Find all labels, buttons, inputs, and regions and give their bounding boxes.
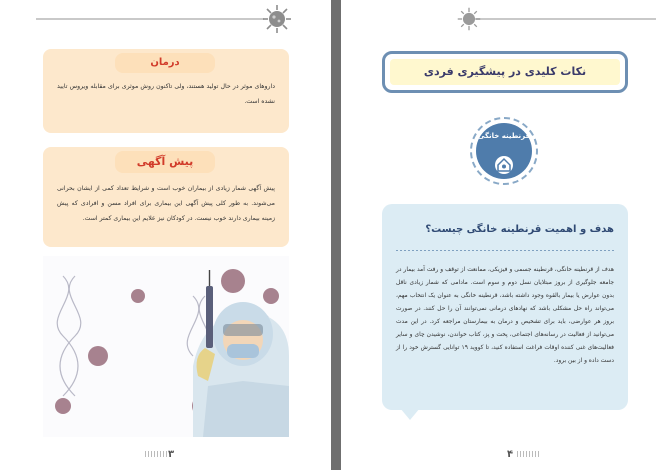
header-rule (36, 18, 264, 20)
page-number-right: ۴ (507, 449, 514, 460)
goal-title: هدف و اهمیت قرنطینه خانگی چیست؟ (425, 224, 614, 235)
treatment-text: داروهای موثر در حال تولید هستند، ولی تاکنون روش موثری برای مقابله ویروس تایید نشده است. (57, 83, 275, 105)
title-banner (382, 51, 628, 93)
prognosis-box (43, 147, 289, 247)
goal-box (382, 204, 628, 410)
badge-circle (476, 123, 532, 179)
goal-divider (396, 250, 614, 251)
home-icon (495, 156, 513, 174)
badge-label: قرنطینه خانگی (477, 132, 531, 140)
treatment-title: درمان (115, 53, 215, 73)
header-rule (471, 18, 656, 20)
footer-dots-right (517, 451, 539, 457)
goal-text: هدف از قرنطینه خانگی، قرنطینه جسمی و فیزیکی، ممانعت از توقف و رفت آمد بیمار در جامعه جلوگیری از بروز مبتلایان نسل دوم و سوم است. مادامی که شمار زیادی ناقل بدون عوارض یا بیمار بالقوه وجود داشته باشد، قرنطینه خانگی به عنوان یک انتخاب مهم، می‌تواند راه حل مشکلی باشد که نهادهای درمانی نمی‌توانند آن را حل کنند. در صورت بروز هر عوارضی، باید برای تشخیص و درمان به بیمارستان مراجعه کرد. در این مدت می‌توانید از فعالیت در رسانه‌های اجتماعی، پخت و پز، کتاب خواندن، نوشیدن چای و سایر فعالیت‌های غنی کننده اوقات فراغت استفاده کنید، تا کووید ۱۹ توانایی گسترش خود را از دست داده و از بین برود. (396, 267, 614, 364)
page-title: نکات کلیدی در پیشگیری فردی (390, 59, 620, 85)
prognosis-text: پیش آگهی شمار زیادی از بیماران خوب است و شرایط تعداد کمی از ایشان بحرانی می‌شوند. به طور کلی پیش آگهی این بیماری برای افراد مسن و افرادی که پیش زمینه بیماری دارند خوب نیست. در کودکان نیز علایم این بیماری کمتر است. (57, 185, 275, 222)
prognosis-title: پیش آگهی (115, 151, 215, 173)
doctor-with-syringe-image (43, 256, 289, 437)
virus-icon (262, 4, 292, 34)
page-number-left: ۳ (168, 449, 175, 460)
quarantine-badge (470, 117, 538, 185)
treatment-box (43, 49, 289, 133)
footer-dots-left (145, 451, 167, 457)
virus-icon (456, 6, 482, 32)
speech-tail (400, 408, 420, 420)
doctor-illustration (43, 256, 289, 437)
left-page (0, 0, 331, 470)
